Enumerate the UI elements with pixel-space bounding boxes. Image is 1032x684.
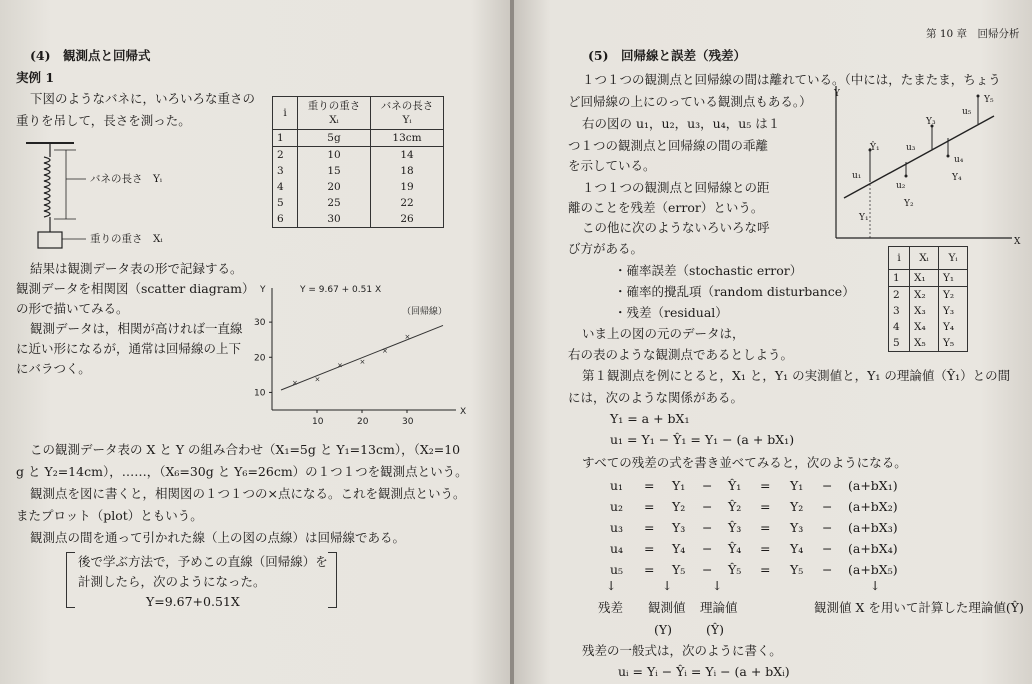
fig-u2: u₂ [896,181,906,191]
cell-y: 18 [371,163,444,179]
residual-cell: − [702,478,713,493]
spring-length-label: バネの長さ Yᵢ [90,173,163,185]
residual-cell: = [760,499,771,514]
arrow-2: ↓ [662,578,673,593]
cell-y: Y₄ [939,319,968,335]
box-bracket-right [328,552,337,608]
fig-axis-x: X [1014,237,1021,247]
arrow-4: ↓ [870,578,881,593]
residual-cell: Y₂ [790,499,804,514]
cell-y: Y₁ [939,270,968,287]
cell-x: X₁ [910,270,939,287]
observation-table [272,96,444,228]
table-header-i: i [889,247,910,270]
cell-i: 1 [889,270,910,287]
residual-cell: = [644,541,655,556]
line-6: 離のことを残差（error）という。 [568,200,764,215]
residual-cell: Y₂ [672,499,686,514]
cell-i: 3 [273,163,298,179]
result-line-3: の形で描いてみる。 [16,301,129,316]
table-row [273,130,444,147]
weight-label: 重りの重さ Xᵢ [90,233,163,245]
cell-x: X₄ [910,319,939,335]
cell-y: 19 [371,179,444,195]
data-point: × [359,357,366,366]
equation-2: u₁ = Y₁ − Ŷ₁ = Y₁ − (a + bX₁) [610,432,795,447]
result-line-6: にバラつく。 [16,361,91,376]
data-point: × [314,375,321,384]
x-tick-label: 20 [357,417,369,427]
right-page [514,0,1032,684]
y-tick-label: 20 [254,353,266,364]
cell-x: 15 [298,163,371,179]
line-11: ・残差（residual） [614,305,728,320]
residual-cell: u₅ [610,562,624,577]
fig-u3: u₃ [906,143,916,153]
residual-cell: (a+bX₁) [848,478,898,493]
general-equation: uᵢ = Yᵢ − Ŷᵢ = Yᵢ − (a + bXᵢ) [618,664,790,679]
cell-y: Y₂ [939,287,968,304]
residual-cell: Y₅ [790,562,804,577]
cell-y: 14 [371,147,444,164]
para2-line-4: またプロット（plot）ともいう。 [16,508,203,523]
chapter-header: 第 10 章 回帰分析 [926,28,1020,40]
residual-cell: (a+bX₂) [848,499,898,514]
residual-cell: Ŷ₄ [728,541,742,556]
line-14: 第１観測点を例にとると，X₁ と，Y₁ の実測値と，Y₁ の理論値（Ŷ₁）との間 [582,368,1011,383]
arrow-1: ↓ [606,578,617,593]
x-axis-label: X [460,407,467,417]
table-header-i: i [273,97,298,130]
line-15: には，次のような関係がある。 [568,390,744,405]
data-point: × [382,347,388,356]
cell-x: X₂ [910,287,939,304]
cell-y: 13cm [371,130,444,147]
box-line-2: 計測したら，次のようになった。 [78,574,266,589]
para2-line-5: 観測点の間を通って引かれた線（上の図の点線）は回帰線である。 [30,530,406,545]
fig-y2: Y₂ [904,199,914,209]
residual-cell: = [760,541,771,556]
residual-cell: u₄ [610,541,624,556]
cell-i: 3 [889,303,910,319]
residual-cell: = [644,478,655,493]
x-tick-label: 30 [402,417,414,427]
residual-cell: Y₄ [790,541,804,556]
cell-y: Y₃ [939,303,968,319]
fig-y4: Y₄ [952,173,962,183]
result-line-2: 観測データを相関図（scatter diagram） [16,281,255,296]
residual-cell: u₃ [610,520,624,535]
residual-cell: Y₁ [790,478,804,493]
data-point: × [404,333,411,342]
residual-cell: Ŷ₅ [728,562,742,577]
residual-cell: = [760,478,771,493]
fig-y5: Y₅ [984,95,994,105]
table-row [889,335,968,352]
intro-line-2: 重りを吊して，長さを測った。 [16,113,191,128]
all-residuals-line: すべての残差の式を書き並べてみると，次のようになる。 [582,455,907,470]
residual-cell: u₁ [610,478,624,493]
box-line-1: 後で学ぶ方法で，予めこの直線（回帰線）を [78,554,328,569]
cell-i: 4 [889,319,910,335]
fig-u5: u₅ [962,107,972,117]
label-theory-from-x: 観測値 X を用いて計算した理論値(Ŷ) [814,600,1024,615]
residual-cell: = [760,562,771,577]
residual-cell: − [702,541,713,556]
cell-y: Y₅ [939,335,968,352]
label-observed-sub: (Y) [654,622,673,637]
line-0: １つ１つの観測点と回帰線の間は離れている。（中には，たまたま，ちょう [582,72,1001,87]
chart-title: Y = 9.67 + 0.51 X [300,285,382,295]
regression-annotation: （回帰線） [402,307,448,317]
label-residual: 残差 [598,600,624,615]
line-4: を示している。 [568,158,656,173]
box-bracket-left [66,552,75,608]
table-row [889,287,968,304]
residual-cell: = [644,562,655,577]
para2-line-3: 観測点を図に書くと，相関図の１つ１つの×点になる。これを観測点という。 [30,486,466,501]
table-row [889,319,968,335]
cell-y: 26 [371,211,444,228]
cell-x: 5g [298,130,371,147]
table-row [889,270,968,287]
table-row [273,211,444,228]
cell-x: X₅ [910,335,939,352]
residual-cell: u₂ [610,499,624,514]
residual-cell: Ŷ₃ [728,520,742,535]
table-header-y: バネの長さ Yᵢ [371,97,444,130]
table-row [273,163,444,179]
line-13: 右の表のような観測点であるとしよう。 [568,347,794,362]
residual-cell: − [822,499,833,514]
y-tick-label: 10 [254,388,266,399]
cell-x: 25 [298,195,371,211]
cell-i: 2 [273,147,298,164]
residual-cell: = [760,520,771,535]
label-theory-sub: (Ŷ) [706,622,725,637]
general-line: 残差の一般式は，次のように書く。 [582,643,782,658]
line-10: ・確率的攪乱項（random disturbance） [614,284,855,299]
line-7: この他に次のようないろいろな呼 [582,220,770,235]
residual-cell: = [644,499,655,514]
fig-u1: u₁ [852,171,862,181]
cell-x: 30 [298,211,371,228]
cell-i: 1 [273,130,298,147]
data-point: × [292,378,298,387]
label-observed: 観測値 [648,600,686,615]
fig-u4: u₄ [954,155,964,165]
residual-cell: = [644,520,655,535]
cell-x: X₃ [910,303,939,319]
para2-line-2: g と Y₂=14cm），……，（X₆=30g と Y₆=26cm）の１つ１つを観測点という。 [16,464,468,479]
y-tick-label: 30 [254,318,266,329]
line-5: １つ１つの観測点と回帰線との距 [582,180,770,195]
result-line-1: 結果は観測データ表の形で記録する。 [30,261,243,276]
line-12: いま上の図の元のデータは， [582,326,745,341]
residual-cell: − [822,541,833,556]
residual-cell: Y₄ [672,541,686,556]
label-theory: 理論値 [700,600,738,615]
residual-cell: − [702,499,713,514]
cell-i: 4 [273,179,298,195]
cell-i: 5 [889,335,910,352]
residual-cell: (a+bX₄) [848,541,898,556]
line-2: 右の図の u₁，u₂，u₃，u₄，u₅ は１ [582,116,781,131]
table-header-x: Xᵢ [910,247,939,270]
line-9: ・確率誤差（stochastic error） [614,263,803,278]
para2-line-1: この観測データ表の X と Y の組み合わせ（X₁=5g と Y₁=13cm），（X₂=10 [30,442,461,457]
scatter-chart [248,280,468,440]
y-axis-label: Y [260,285,266,295]
cell-y: 22 [371,195,444,211]
observation-table-right [888,246,968,352]
residual-cell: Ŷ₂ [728,499,742,514]
line-3: つ１つの観測点と回帰線の間の乖離 [568,138,769,153]
table-row [273,179,444,195]
section-title: (4) 観測点と回帰式 [30,48,151,63]
residual-figure [826,86,1026,246]
residual-cell: (a+bX₅) [848,562,898,577]
table-row [273,147,444,164]
residual-cell: − [822,562,833,577]
residual-cell: − [822,478,833,493]
intro-line-1: 下図のようなバネに，いろいろな重さの [30,91,256,106]
fig-axis-y: Y [834,89,840,99]
cell-x: 10 [298,147,371,164]
table-row [273,195,444,211]
cell-x: 20 [298,179,371,195]
table-header-y: Yᵢ [939,247,968,270]
residual-cell: Ŷ₁ [728,478,742,493]
residual-cell: − [702,562,713,577]
example-title: 実例 1 [16,70,55,85]
fig-y1: Y₁ [859,213,869,223]
line-8: び方がある。 [568,241,644,256]
box-equation: Y=9.67+0.51X [146,594,240,609]
result-line-4: 観測データは，相関が高ければ一直線 [30,321,243,336]
left-page [0,0,512,684]
equation-1: Y₁ = a + bX₁ [610,411,690,426]
section-title: (5) 回帰線と誤差（残差） [588,48,747,63]
residual-cell: − [822,520,833,535]
data-point: × [337,361,343,370]
fig-yhat1: Ŷ₁ [870,143,880,153]
residual-cell: (a+bX₃) [848,520,898,535]
cell-i: 2 [889,287,910,304]
cell-i: 5 [273,195,298,211]
table-header-x: 重りの重さ Xᵢ [298,97,371,130]
table-row [889,303,968,319]
arrow-3: ↓ [712,578,723,593]
residual-cell: Y₃ [672,520,686,535]
residual-cell: Y₁ [672,478,686,493]
x-tick-label: 10 [312,417,324,427]
residual-cell: − [702,520,713,535]
fig-y3: Y₃ [926,117,936,127]
line-1: ど回帰線の上にのっている観測点もある。） [568,94,812,109]
residual-cell: Y₃ [790,520,804,535]
residual-cell: Y₅ [672,562,686,577]
result-line-5: に近い形になるが，通常は回帰線の上下 [16,341,242,356]
cell-i: 6 [273,211,298,228]
